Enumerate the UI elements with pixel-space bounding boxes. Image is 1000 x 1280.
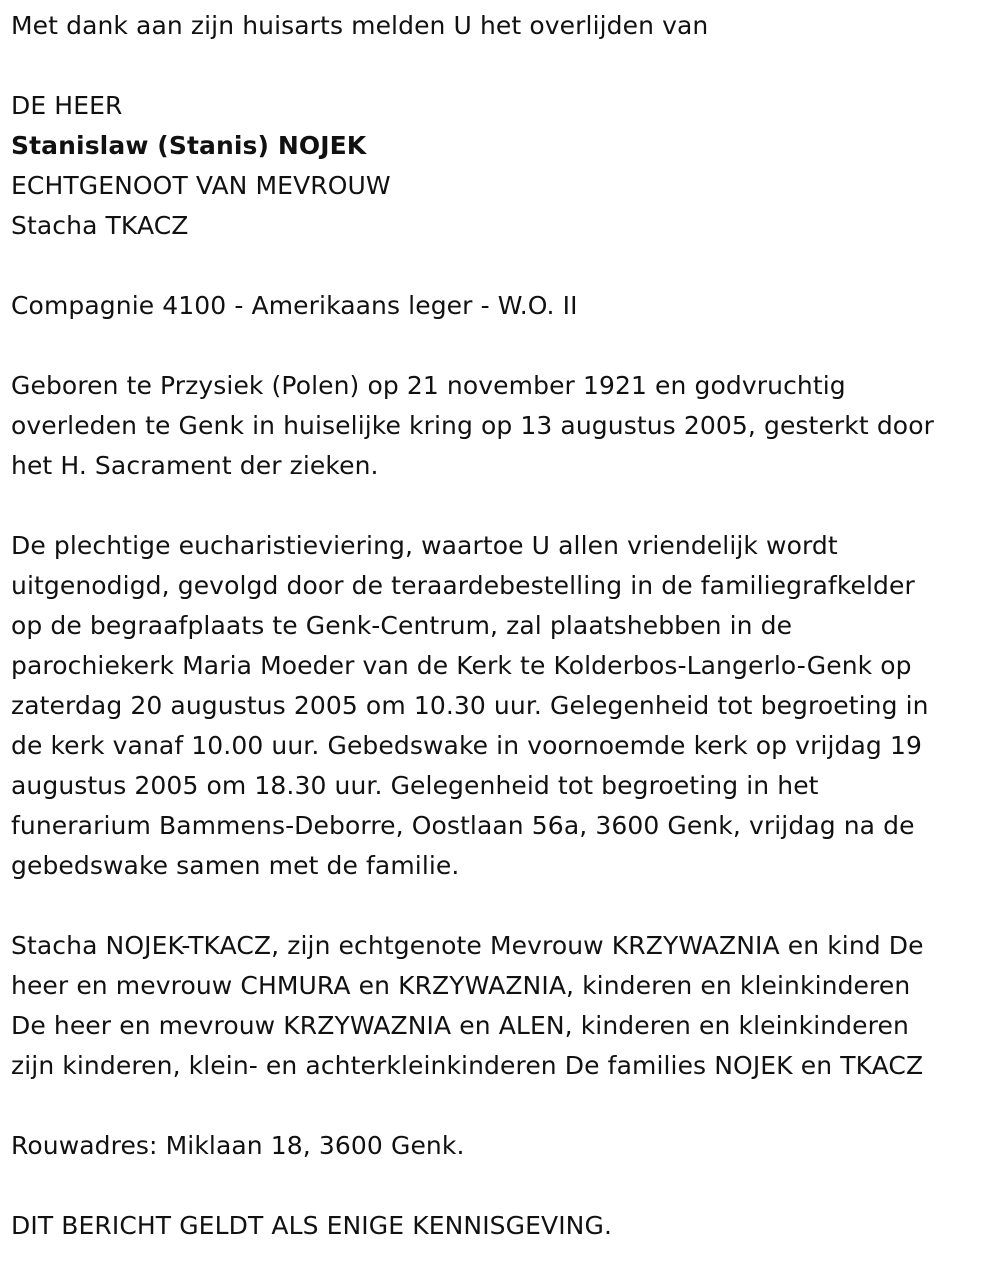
paragraph-line: heer en mevrouw CHMURA en KRZYWAZNIA, kinderen en kleinkinderen: [11, 971, 911, 1000]
paragraph-line: zaterdag 20 augustus 2005 om 10.30 uur. Gelegenheid tot begroeting in: [11, 691, 929, 720]
paragraph-line: parochiekerk Maria Moeder van de Kerk te Kolderbos-Langerlo-Genk op: [11, 651, 912, 680]
paragraph-line: de kerk vanaf 10.00 uur. Gebedswake in voornoemde kerk op vrijdag 19: [11, 731, 922, 760]
spacer: [11, 326, 991, 366]
birth-death-paragraph: [11, 366, 991, 486]
spacer: [11, 1166, 991, 1206]
ceremony-paragraph: [11, 526, 991, 886]
spouse-prefix: ECHTGENOOT VAN MEVROUW: [11, 171, 391, 200]
paragraph-line: het H. Sacrament der zieken.: [11, 451, 379, 480]
mourning-address: Rouwadres: Miklaan 18, 3600 Genk.: [11, 1131, 465, 1160]
paragraph-line: Geboren te Przysiek (Polen) op 21 november 1921 en godvruchtig: [11, 371, 846, 400]
paragraph-line: zijn kinderen, klein- en achterkleinkinderen De families NOJEK en TKACZ: [11, 1051, 924, 1080]
spacer: [11, 886, 991, 926]
paragraph-line: op de begraafplaats te Genk-Centrum, zal plaatshebben in de: [11, 611, 793, 640]
paragraph-line: De plechtige eucharistieviering, waartoe U allen vriendelijk wordt: [11, 531, 838, 560]
death-notice-document: [11, 6, 991, 1246]
paragraph-line: overleden te Genk in huiselijke kring op 13 augustus 2005, gesterkt door: [11, 411, 934, 440]
intro-line: Met dank aan zijn huisarts melden U het overlijden van: [11, 11, 709, 40]
spouse-name: Stacha TKACZ: [11, 211, 189, 240]
family-paragraph: [11, 926, 991, 1086]
title-prefix: DE HEER: [11, 91, 123, 120]
paragraph-line: augustus 2005 om 18.30 uur. Gelegenheid tot begroeting in het: [11, 771, 819, 800]
spacer: [11, 246, 991, 286]
military-service: Compagnie 4100 - Amerikaans leger - W.O. II: [11, 291, 578, 320]
paragraph-line: uitgenodigd, gevolgd door de teraardebestelling in de familiegrafkelder: [11, 571, 915, 600]
closing-statement: DIT BERICHT GELDT ALS ENIGE KENNISGEVING.: [11, 1211, 612, 1240]
paragraph-line: gebedswake samen met de familie.: [11, 851, 460, 880]
paragraph-line: Stacha NOJEK-TKACZ, zijn echtgenote Mevrouw KRZYWAZNIA en kind De: [11, 931, 924, 960]
deceased-name: Stanislaw (Stanis) NOJEK: [11, 131, 367, 160]
paragraph-line: funerarium Bammens-Deborre, Oostlaan 56a, 3600 Genk, vrijdag na de: [11, 811, 915, 840]
spacer: [11, 1086, 991, 1126]
spacer: [11, 486, 991, 526]
spacer: [11, 46, 991, 86]
paragraph-line: De heer en mevrouw KRZYWAZNIA en ALEN, kinderen en kleinkinderen: [11, 1011, 909, 1040]
